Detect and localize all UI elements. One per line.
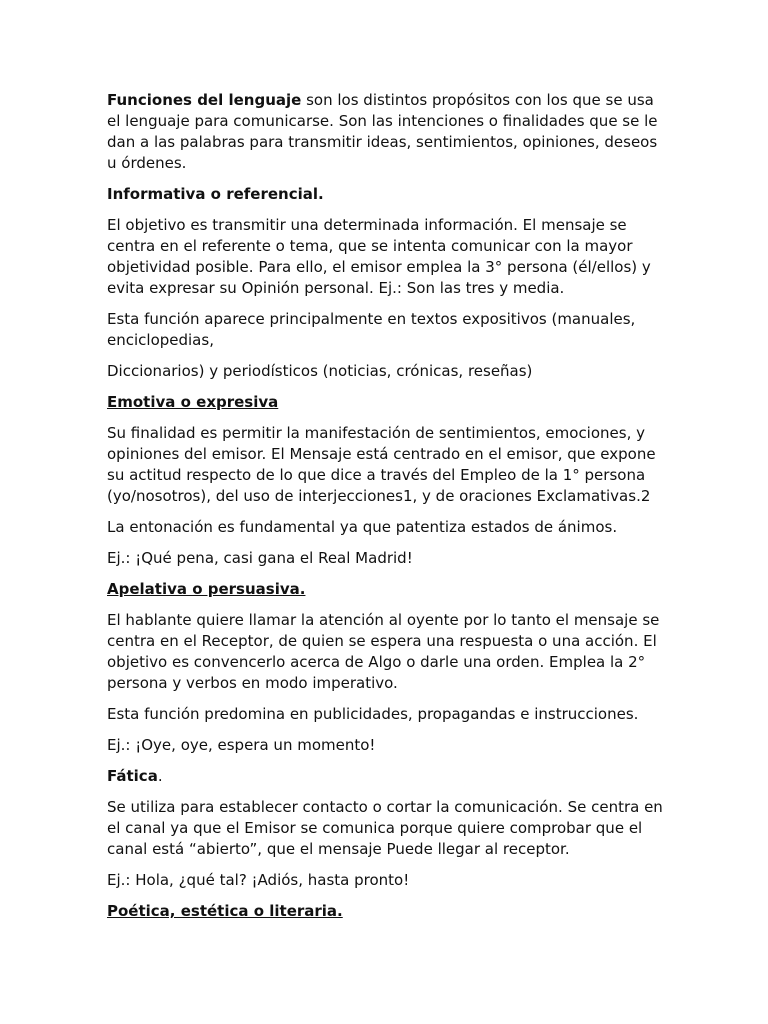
informativa-paragraph-1: El objetivo es transmitir una determinada información. El mensaje se centra en el referente o tema, que se intenta comunicar con la mayor objetividad posible. Para ello, el emisor emplea la 3° persona (él/ellos) y evita expresar su Opinión personal. Ej.: Son las tres y media. (107, 216, 651, 297)
heading-apelativa: Apelativa o persuasiva. (107, 580, 306, 598)
informativa-paragraph-2: Esta función aparece principalmente en textos expositivos (manuales, enciclopedias, (107, 310, 636, 349)
document-page (107, 90, 667, 932)
fatica-paragraph-1: Se utiliza para establecer contacto o cortar la comunicación. Se centra en el canal ya que el Emisor se comunica porque quiere comprobar que el canal está “abierto”, que el mensaje Puede llegar al receptor. (107, 798, 663, 858)
informativa-paragraph-3: Diccionarios) y periodísticos (noticias, crónicas, reseñas) (107, 362, 533, 380)
heading-fatica-line (107, 766, 667, 787)
emotiva-paragraph-2: La entonación es fundamental ya que patentiza estados de ánimos. (107, 518, 618, 536)
fatica-example: Ej.: Hola, ¿qué tal? ¡Adiós, hasta pronto! (107, 871, 410, 889)
apelativa-example: Ej.: ¡Oye, oye, espera un momento! (107, 736, 376, 754)
heading-poetica: Poética, estética o literaria. (107, 902, 343, 920)
heading-fatica: Fática (107, 767, 158, 785)
heading-fatica-suffix: . (157, 767, 163, 785)
emotiva-paragraph-1: Su finalidad es permitir la manifestación de sentimientos, emociones, y opiniones del emisor. El Mensaje está centrado en el emisor, que expone su actitud respecto de lo que dice a través del Empleo de la 1° persona (yo/nosotros), del uso de interjecciones1, y de oraciones Exclamativas.2 (107, 424, 656, 505)
heading-informativa: Informativa o referencial. (107, 185, 324, 203)
apelativa-paragraph-1: El hablante quiere llamar la atención al oyente por lo tanto el mensaje se centra en el Receptor, de quien se espera una respuesta o una acción. El objetivo es convencerlo acerca de Algo o darle una orden. Emplea la 2° persona y verbos en modo imperativo. (107, 611, 660, 692)
heading-emotiva: Emotiva o expresiva (107, 393, 279, 411)
intro-paragraph (107, 90, 667, 174)
intro-text: son los distintos propósitos con los que se usa el lenguaje para comunicarse. Son las intenciones o finalidades que se le dan a las palabras para transmitir ideas, sentimientos, opiniones, deseos u órdenes. (107, 91, 658, 172)
intro-term: Funciones del lenguaje (107, 91, 302, 109)
apelativa-paragraph-2: Esta función predomina en publicidades, propagandas e instrucciones. (107, 705, 639, 723)
emotiva-example: Ej.: ¡Qué pena, casi gana el Real Madrid! (107, 549, 413, 567)
